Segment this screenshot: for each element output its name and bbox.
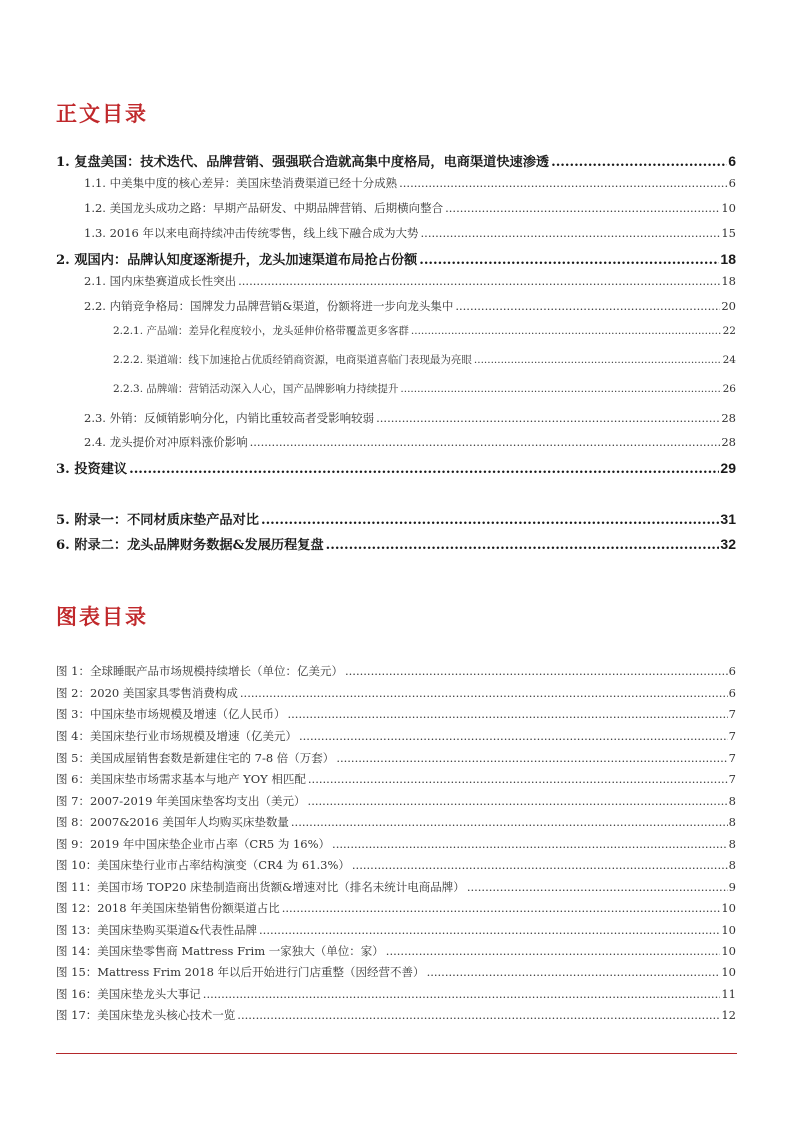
figure-page-number: 12 [721, 1008, 736, 1022]
toc-entry-label: 1. 复盘美国：技术迭代、品牌营销、强强联合造就高集中度格局，电商渠道快速渗透 [56, 155, 550, 170]
leader-dots [259, 923, 720, 937]
toc-entry-label: 2.2.1. 产品端：差异化程度较小，龙头延伸价格带覆盖更多客群 [113, 325, 409, 337]
leader-dots [419, 253, 719, 268]
figure-entry-label: 图 6：美国床垫市场需求基本与地产 YOY 相匹配 [56, 772, 306, 786]
figure-entry-5[interactable] [56, 750, 736, 766]
leader-dots [237, 1008, 720, 1022]
toc-page-number: 28 [721, 411, 736, 425]
leader-dots [421, 226, 721, 240]
toc-entry-1[interactable] [56, 151, 736, 169]
figure-entry-1[interactable] [56, 663, 736, 679]
toc-entry-label: 2.1. 国内床垫赛道成长性突出 [84, 274, 237, 288]
figure-entry-4[interactable] [56, 728, 736, 744]
figure-entry-9[interactable] [56, 836, 736, 852]
figure-page-number: 8 [728, 815, 736, 829]
figure-entry-12[interactable] [56, 900, 736, 916]
leader-dots [261, 513, 719, 528]
toc-page-number: 28 [721, 435, 736, 449]
figure-entry-label: 图 2：2020 美国家具零售消费构成 [56, 686, 238, 700]
toc-entry-1-1[interactable] [84, 175, 736, 191]
figures-heading: 图表目录 [56, 604, 148, 629]
toc-entry-2-4[interactable] [84, 434, 736, 450]
leader-dots [455, 299, 720, 313]
figure-entry-7[interactable] [56, 793, 736, 809]
toc-page-number: 22 [722, 325, 736, 337]
toc-entry-label: 2.2.2. 渠道端：线下加速抢占优质经销商资源，电商渠道喜临门表现最为亮眼 [113, 354, 472, 366]
figure-page-number: 6 [728, 686, 736, 700]
figure-entry-14[interactable] [56, 943, 736, 959]
figure-entry-label: 图 10：美国床垫行业市占率结构演变（CR4 为 61.3%） [56, 858, 350, 872]
toc-entry-1-3[interactable] [84, 225, 736, 241]
leader-dots [551, 155, 727, 170]
figure-page-number: 7 [728, 707, 736, 721]
figure-entry-10[interactable] [56, 857, 736, 873]
toc-page-number: 31 [720, 511, 736, 527]
toc-entry-label: 5. 附录一：不同材质床垫产品对比 [56, 513, 259, 528]
leader-dots [474, 354, 722, 366]
figure-page-number: 8 [728, 794, 736, 808]
footer-divider [56, 1053, 737, 1054]
leader-dots [445, 201, 720, 215]
figure-entry-label: 图 14：美国床垫零售商 Mattress Frim 一家独大（单位：家） [56, 944, 384, 958]
figure-entry-3[interactable] [56, 706, 736, 722]
figure-entry-label: 图 1：全球睡眠产品市场规模持续增长（单位：亿美元） [56, 664, 343, 678]
leader-dots [336, 751, 727, 765]
leader-dots [467, 880, 728, 894]
figure-page-number: 7 [728, 751, 736, 765]
toc-entry-2[interactable] [56, 249, 736, 267]
toc-entry-2-3[interactable] [84, 410, 736, 426]
toc-entry-label: 2.4. 龙头提价对冲原料涨价影响 [84, 435, 248, 449]
leader-dots [345, 664, 728, 678]
toc-entry-3[interactable] [56, 458, 736, 476]
leader-dots [308, 794, 728, 808]
figure-page-number: 9 [728, 880, 736, 894]
leader-dots [287, 707, 727, 721]
toc-page-number: 15 [721, 226, 736, 240]
toc-page-number: 6 [728, 153, 736, 169]
leader-dots [129, 462, 719, 477]
figure-entry-label: 图 9：2019 年中国床垫企业市占率（CR5 为 16%） [56, 837, 331, 851]
leader-dots [282, 901, 721, 915]
figure-entry-label: 图 15：Mattress Frim 2018 年以后开始进行门店重整（因经营不善） [56, 965, 425, 979]
toc-page-number: 20 [721, 299, 736, 313]
figure-entry-label: 图 5：美国成屋销售套数是新建住宅的 7-8 倍（万套） [56, 751, 335, 765]
toc-entry-1-2[interactable] [84, 200, 736, 216]
toc-entry-label: 1.2. 美国龙头成功之路：早期产品研发、中期品牌营销、后期横向整合 [84, 201, 444, 215]
toc-page-number: 29 [720, 460, 736, 476]
figure-page-number: 10 [721, 901, 736, 915]
toc-page-number: 32 [720, 536, 736, 552]
figure-entry-label: 图 8：2007&2016 美国年人均购买床垫数量 [56, 815, 289, 829]
figure-page-number: 10 [721, 923, 736, 937]
leader-dots [352, 858, 728, 872]
toc-page-number: 18 [720, 251, 736, 267]
figure-entry-11[interactable] [56, 879, 736, 895]
leader-dots [332, 837, 728, 851]
figure-page-number: 6 [728, 664, 736, 678]
leader-dots [203, 987, 721, 1001]
figure-entry-17[interactable] [56, 1007, 736, 1023]
toc-entry-2-2[interactable] [84, 298, 736, 314]
leader-dots [326, 538, 720, 553]
figure-entry-16[interactable] [56, 986, 736, 1002]
toc-page-number: 6 [728, 176, 736, 190]
figure-entry-label: 图 3：中国床垫市场规模及增速（亿人民币） [56, 707, 286, 721]
figure-entry-13[interactable] [56, 922, 736, 938]
toc-entry-2-2-3[interactable] [113, 381, 736, 397]
figure-page-number: 10 [721, 965, 736, 979]
toc-entry-2-2-2[interactable] [113, 352, 736, 368]
toc-entry-label: 2.3. 外销：反倾销影响分化，内销比重较高者受影响较弱 [84, 411, 375, 425]
figure-entry-label: 图 17：美国床垫龙头核心技术一览 [56, 1008, 236, 1022]
toc-entry-5[interactable] [56, 509, 736, 527]
leader-dots [386, 944, 721, 958]
toc-entry-label: 3. 投资建议 [56, 462, 128, 477]
leader-dots [399, 176, 728, 190]
figure-page-number: 7 [728, 772, 736, 786]
figure-entry-label: 图 4：美国床垫行业市场规模及增速（亿美元） [56, 729, 297, 743]
leader-dots [427, 965, 721, 979]
leader-dots [299, 729, 728, 743]
toc-entry-2-2-1[interactable] [113, 323, 736, 339]
figure-entry-label: 图 7：2007-2019 年美国床垫客均支出（美元） [56, 794, 306, 808]
toc-page-number: 10 [721, 201, 736, 215]
toc-heading: 正文目录 [56, 101, 148, 126]
figure-entry-label: 图 11：美国市场 TOP20 床垫制造商出货额&增速对比（排名未统计电商品牌） [56, 880, 465, 894]
toc-entry-6[interactable] [56, 534, 736, 552]
figure-page-number: 10 [721, 944, 736, 958]
toc-entry-label: 1.1. 中美集中度的核心差异：美国床垫消费渠道已经十分成熟 [84, 176, 398, 190]
toc-page-number: 24 [722, 354, 736, 366]
figure-page-number: 8 [728, 858, 736, 872]
toc-entry-label: 2. 观国内：品牌认知度逐渐提升，龙头加速渠道布局抢占份额 [56, 253, 418, 268]
leader-dots [240, 686, 728, 700]
leader-dots [400, 383, 721, 395]
figure-entry-8[interactable] [56, 814, 736, 830]
figure-entry-label: 图 13：美国床垫购买渠道&代表性品牌 [56, 923, 258, 937]
figure-entry-label: 图 12：2018 年美国床垫销售份额渠道占比 [56, 901, 280, 915]
toc-entry-label: 6. 附录二：龙头品牌财务数据&发展历程复盘 [56, 538, 324, 553]
leader-dots [308, 772, 728, 786]
leader-dots [238, 274, 720, 288]
toc-entry-label: 1.3. 2016 年以来电商持续冲击传统零售，线上线下融合成为大势 [84, 226, 419, 240]
figure-page-number: 11 [721, 987, 736, 1001]
toc-entry-label: 2.2.3. 品牌端：营销活动深入人心，国产品牌影响力持续提升 [113, 383, 399, 395]
leader-dots [291, 815, 728, 829]
leader-dots [376, 411, 720, 425]
toc-page-number: 26 [722, 383, 736, 395]
toc-entry-2-1[interactable] [84, 273, 736, 289]
figure-entry-2[interactable] [56, 685, 736, 701]
figure-page-number: 7 [728, 729, 736, 743]
toc-entry-label: 2.2. 内销竞争格局：国牌发力品牌营销&渠道，份额将进一步向龙头集中 [84, 299, 454, 313]
figure-entry-6[interactable] [56, 771, 736, 787]
toc-page-number: 18 [721, 274, 736, 288]
figure-entry-15[interactable] [56, 964, 736, 980]
figure-page-number: 8 [728, 837, 736, 851]
leader-dots [250, 435, 721, 449]
figure-entry-label: 图 16：美国床垫龙头大事记 [56, 987, 201, 1001]
leader-dots [411, 325, 722, 337]
